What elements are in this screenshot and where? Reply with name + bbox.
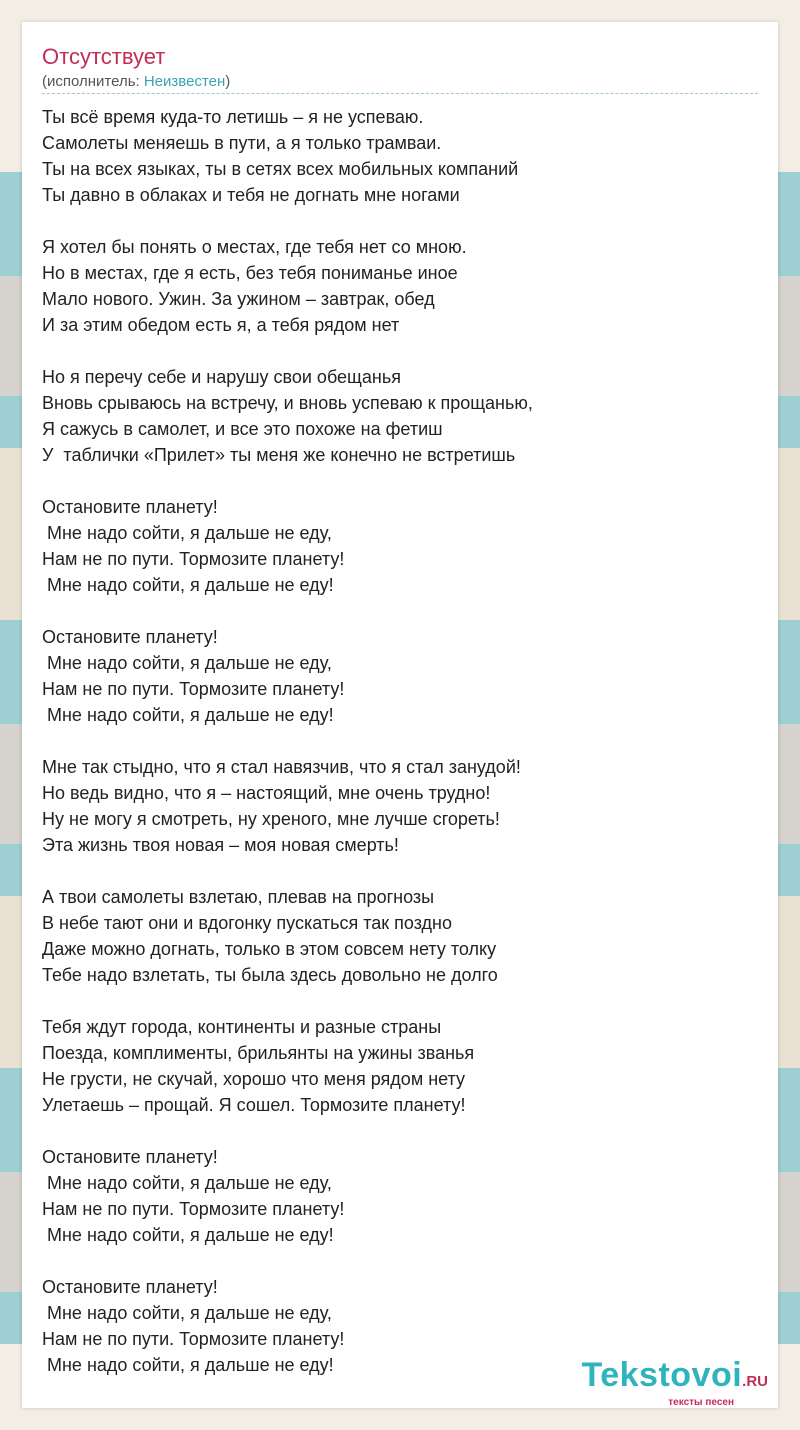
artist-link[interactable]: Неизвестен <box>143 73 226 90</box>
lyrics-line: Ну не могу я смотреть, ну хреного, мне лучше сгореть! <box>42 809 500 829</box>
lyrics-line: В небе тают они и вдогонку пускаться так поздно <box>42 913 453 933</box>
lyrics-text <box>42 104 762 1404</box>
lyrics-line: Остановите планету! <box>42 497 218 517</box>
lyrics-line: Мне надо сойти, я дальше не еду, <box>42 1303 332 1323</box>
lyrics-line: Остановите планету! <box>42 1277 218 1297</box>
lyrics-line: Остановите планету! <box>42 627 218 647</box>
lyrics-line: У таблички «Прилет» ты меня же конечно не встретишь <box>42 445 516 465</box>
artist-suffix: ) <box>225 73 231 90</box>
logo-tld: .RU <box>742 1373 768 1390</box>
lyrics-line: Нам не по пути. Тормозите планету! <box>42 679 345 699</box>
lyrics-stanza <box>42 754 762 858</box>
lyrics-line: Я сажусь в самолет, и все это похоже на фетиш <box>42 419 443 439</box>
lyrics-stanza <box>42 364 762 468</box>
lyrics-line: Остановите планету! <box>42 1147 218 1167</box>
lyrics-line: Мне надо сойти, я дальше не еду! <box>42 1355 334 1375</box>
lyrics-line: Нам не по пути. Тормозите планету! <box>42 549 345 569</box>
lyrics-stanza-chorus <box>42 624 762 728</box>
lyrics-stanza <box>42 234 762 338</box>
lyrics-line: Мне надо сойти, я дальше не еду, <box>42 1173 332 1193</box>
lyrics-stanza-chorus <box>42 494 762 598</box>
lyrics-line: Ты всё время куда-то летишь – я не успеваю. <box>42 107 424 127</box>
lyrics-line: И за этим обедом есть я, а тебя рядом нет <box>42 315 400 335</box>
lyrics-line: Мне надо сойти, я дальше не еду! <box>42 575 334 595</box>
song-title: Отсутствует <box>42 44 166 69</box>
lyrics-line: Тебе надо взлетать, ты была здесь довольно не долго <box>42 965 498 985</box>
lyrics-line: А твои самолеты взлетаю, плевав на прогнозы <box>42 887 435 907</box>
logo-wordmark <box>581 1358 768 1399</box>
lyrics-line: Мне надо сойти, я дальше не еду! <box>42 705 334 725</box>
lyrics-line: Эта жизнь твоя новая – моя новая смерть! <box>42 835 399 855</box>
artist-line <box>42 73 230 91</box>
lyrics-line: Но я перечу себе и нарушу свои обещанья <box>42 367 401 387</box>
site-logo[interactable] <box>581 1358 768 1408</box>
logo-tagline: тексты песен <box>668 1397 734 1408</box>
lyrics-line: Мало нового. Ужин. За ужином – завтрак, обед <box>42 289 435 309</box>
lyrics-line: Самолеты меняешь в пути, а я только трамваи. <box>42 133 442 153</box>
lyrics-line: Тебя ждут города, континенты и разные страны <box>42 1017 442 1037</box>
lyrics-line: Мне так стыдно, что я стал навязчив, что я стал занудой! <box>42 757 521 777</box>
lyrics-line: Улетаешь – прощай. Я сошел. Тормозите планету! <box>42 1095 466 1115</box>
lyrics-line: Нам не по пути. Тормозите планету! <box>42 1199 345 1219</box>
artist-prefix: (исполнитель: <box>42 73 144 90</box>
lyrics-line: Я хотел бы понять о местах, где тебя нет со мною. <box>42 237 467 257</box>
lyrics-line: Поезда, комплименты, брильянты на ужины званья <box>42 1043 475 1063</box>
lyrics-line: Даже можно догнать, только в этом совсем нету толку <box>42 939 497 959</box>
title-divider <box>42 93 758 94</box>
lyrics-stanza <box>42 104 762 208</box>
lyrics-line: Но ведь видно, что я – настоящий, мне очень трудно! <box>42 783 491 803</box>
lyrics-line: Мне надо сойти, я дальше не еду, <box>42 523 332 543</box>
lyrics-line: Не грусти, не скучай, хорошо что меня рядом нету <box>42 1069 465 1089</box>
lyrics-stanza <box>42 1014 762 1118</box>
lyrics-line: Нам не по пути. Тормозите планету! <box>42 1329 345 1349</box>
lyrics-line: Ты на всех языках, ты в сетях всех мобильных компаний <box>42 159 519 179</box>
lyrics-card <box>22 22 778 1408</box>
logo-name: Tekstovoi <box>581 1356 743 1394</box>
lyrics-line: Вновь срываюсь на встречу, и вновь успеваю к прощанью, <box>42 393 533 413</box>
lyrics-line: Но в местах, где я есть, без тебя пониманье иное <box>42 263 458 283</box>
lyrics-stanza-chorus <box>42 1144 762 1248</box>
lyrics-line: Мне надо сойти, я дальше не еду! <box>42 1225 334 1245</box>
lyrics-line: Ты давно в облаках и тебя не догнать мне ногами <box>42 185 460 205</box>
lyrics-stanza <box>42 884 762 988</box>
lyrics-line: Мне надо сойти, я дальше не еду, <box>42 653 332 673</box>
